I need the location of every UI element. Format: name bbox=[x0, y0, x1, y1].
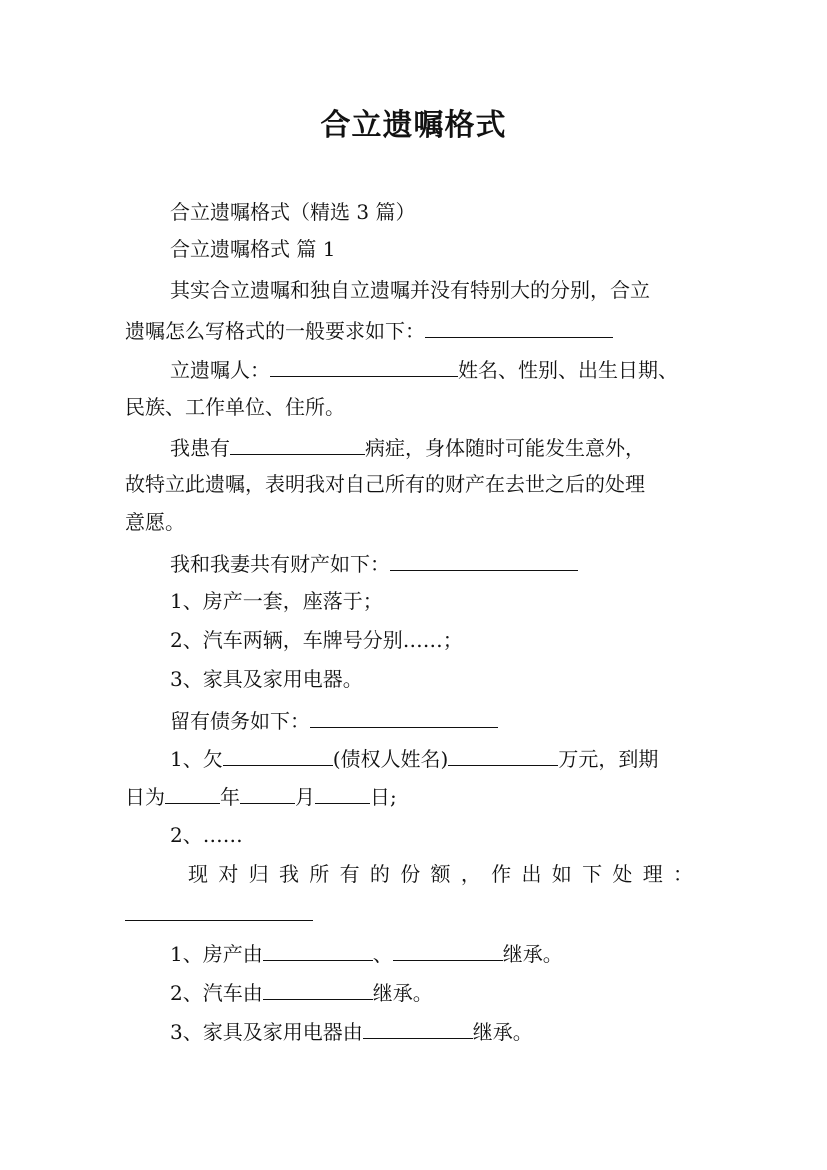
list-item: 3、家具及家用电器。 bbox=[170, 667, 363, 691]
char: 对 bbox=[218, 862, 239, 886]
paragraph-line: 民族、工作单位、住所。 bbox=[125, 395, 345, 419]
paragraph-text: (债权人姓名) bbox=[332, 747, 449, 771]
paragraph-text: 万元，到期 bbox=[558, 747, 659, 771]
paragraph-text: 1、房产由 bbox=[170, 942, 263, 966]
paragraph-text: 1、欠 bbox=[170, 747, 223, 771]
blank-line bbox=[263, 979, 373, 1000]
paragraph-text: 留有债务如下： bbox=[170, 709, 310, 733]
paragraph-text: 我患有 bbox=[170, 436, 230, 460]
paragraph-text: 日为 bbox=[125, 785, 165, 809]
blank-line bbox=[263, 940, 373, 961]
char: 有 bbox=[339, 862, 360, 886]
char: 下 bbox=[582, 862, 603, 886]
paragraph-text: 3、家具及家用电器由 bbox=[170, 1020, 363, 1044]
paragraph-text: 年 bbox=[220, 785, 240, 809]
paragraph-text: 2、汽车由 bbox=[170, 981, 263, 1005]
char: 归 bbox=[248, 862, 269, 886]
char: 现 bbox=[188, 862, 208, 886]
paragraph-text: 遗嘱怎么写格式的一般要求如下： bbox=[125, 319, 425, 343]
paragraph-text: 日; bbox=[370, 785, 397, 809]
char: 出 bbox=[521, 862, 542, 886]
list-item: 2、…… bbox=[170, 823, 243, 847]
subtitle: 合立遗嘱格式（精选 3 篇） bbox=[170, 200, 416, 224]
paragraph-line bbox=[170, 707, 498, 733]
section-heading: 合立遗嘱格式 篇 1 bbox=[170, 237, 336, 261]
paragraph-text: 继承。 bbox=[502, 942, 563, 966]
paragraph-line: 故特立此遗嘱，表明我对自己所有的财产在去世之后的处理 bbox=[125, 472, 645, 496]
blank-line bbox=[230, 434, 365, 455]
justified-line bbox=[188, 862, 693, 886]
blank-line bbox=[165, 783, 220, 804]
char: 我 bbox=[278, 862, 299, 886]
char: 份 bbox=[400, 862, 421, 886]
list-item bbox=[170, 940, 563, 966]
list-item bbox=[170, 745, 658, 771]
paragraph-line: 意愿。 bbox=[125, 510, 185, 534]
blank-line bbox=[390, 550, 578, 571]
blank-line bbox=[270, 356, 458, 377]
list-item bbox=[170, 979, 433, 1005]
paragraph-line: 其实合立遗嘱和独自立遗嘱并没有特别大的分别，合立 bbox=[170, 278, 650, 302]
blank-line bbox=[315, 783, 370, 804]
paragraph-text: 立遗嘱人： bbox=[170, 358, 270, 382]
paragraph-text: 继承。 bbox=[372, 981, 433, 1005]
char: 所 bbox=[309, 862, 330, 886]
char: ： bbox=[673, 862, 693, 886]
char: 作 bbox=[491, 862, 512, 886]
blank-line bbox=[393, 940, 503, 961]
paragraph-text: 继承。 bbox=[472, 1020, 533, 1044]
paragraph-text: 我和我妻共有财产如下： bbox=[170, 552, 390, 576]
paragraph-text: 姓名、性别、出生日期、 bbox=[458, 358, 678, 382]
blank-line bbox=[425, 317, 613, 338]
char: ， bbox=[460, 862, 481, 886]
blank-line bbox=[310, 707, 498, 728]
paragraph-line bbox=[170, 434, 645, 460]
char: 如 bbox=[551, 862, 572, 886]
paragraph-text: 病症，身体随时可能发生意外， bbox=[365, 436, 645, 460]
list-item bbox=[170, 1018, 533, 1044]
paragraph-line bbox=[170, 550, 578, 576]
char: 的 bbox=[369, 862, 390, 886]
blank-line bbox=[363, 1018, 473, 1039]
paragraph-line bbox=[125, 783, 397, 809]
blank-line bbox=[223, 745, 333, 766]
paragraph-line bbox=[170, 356, 678, 382]
blank-line bbox=[448, 745, 558, 766]
blank-line bbox=[125, 900, 313, 921]
paragraph-line bbox=[125, 317, 613, 343]
list-item: 2、汽车两辆，车牌号分别……； bbox=[170, 628, 463, 652]
paragraph-text: 、 bbox=[372, 942, 393, 966]
document-title: 合立遗嘱格式 bbox=[320, 108, 507, 143]
blank-line bbox=[240, 783, 295, 804]
list-item: 1、房产一套，座落于； bbox=[170, 589, 383, 613]
paragraph-text: 月 bbox=[295, 785, 315, 809]
char: 处 bbox=[612, 862, 633, 886]
char: 额 bbox=[430, 862, 451, 886]
char: 理 bbox=[642, 862, 663, 886]
paragraph-line bbox=[125, 900, 313, 926]
